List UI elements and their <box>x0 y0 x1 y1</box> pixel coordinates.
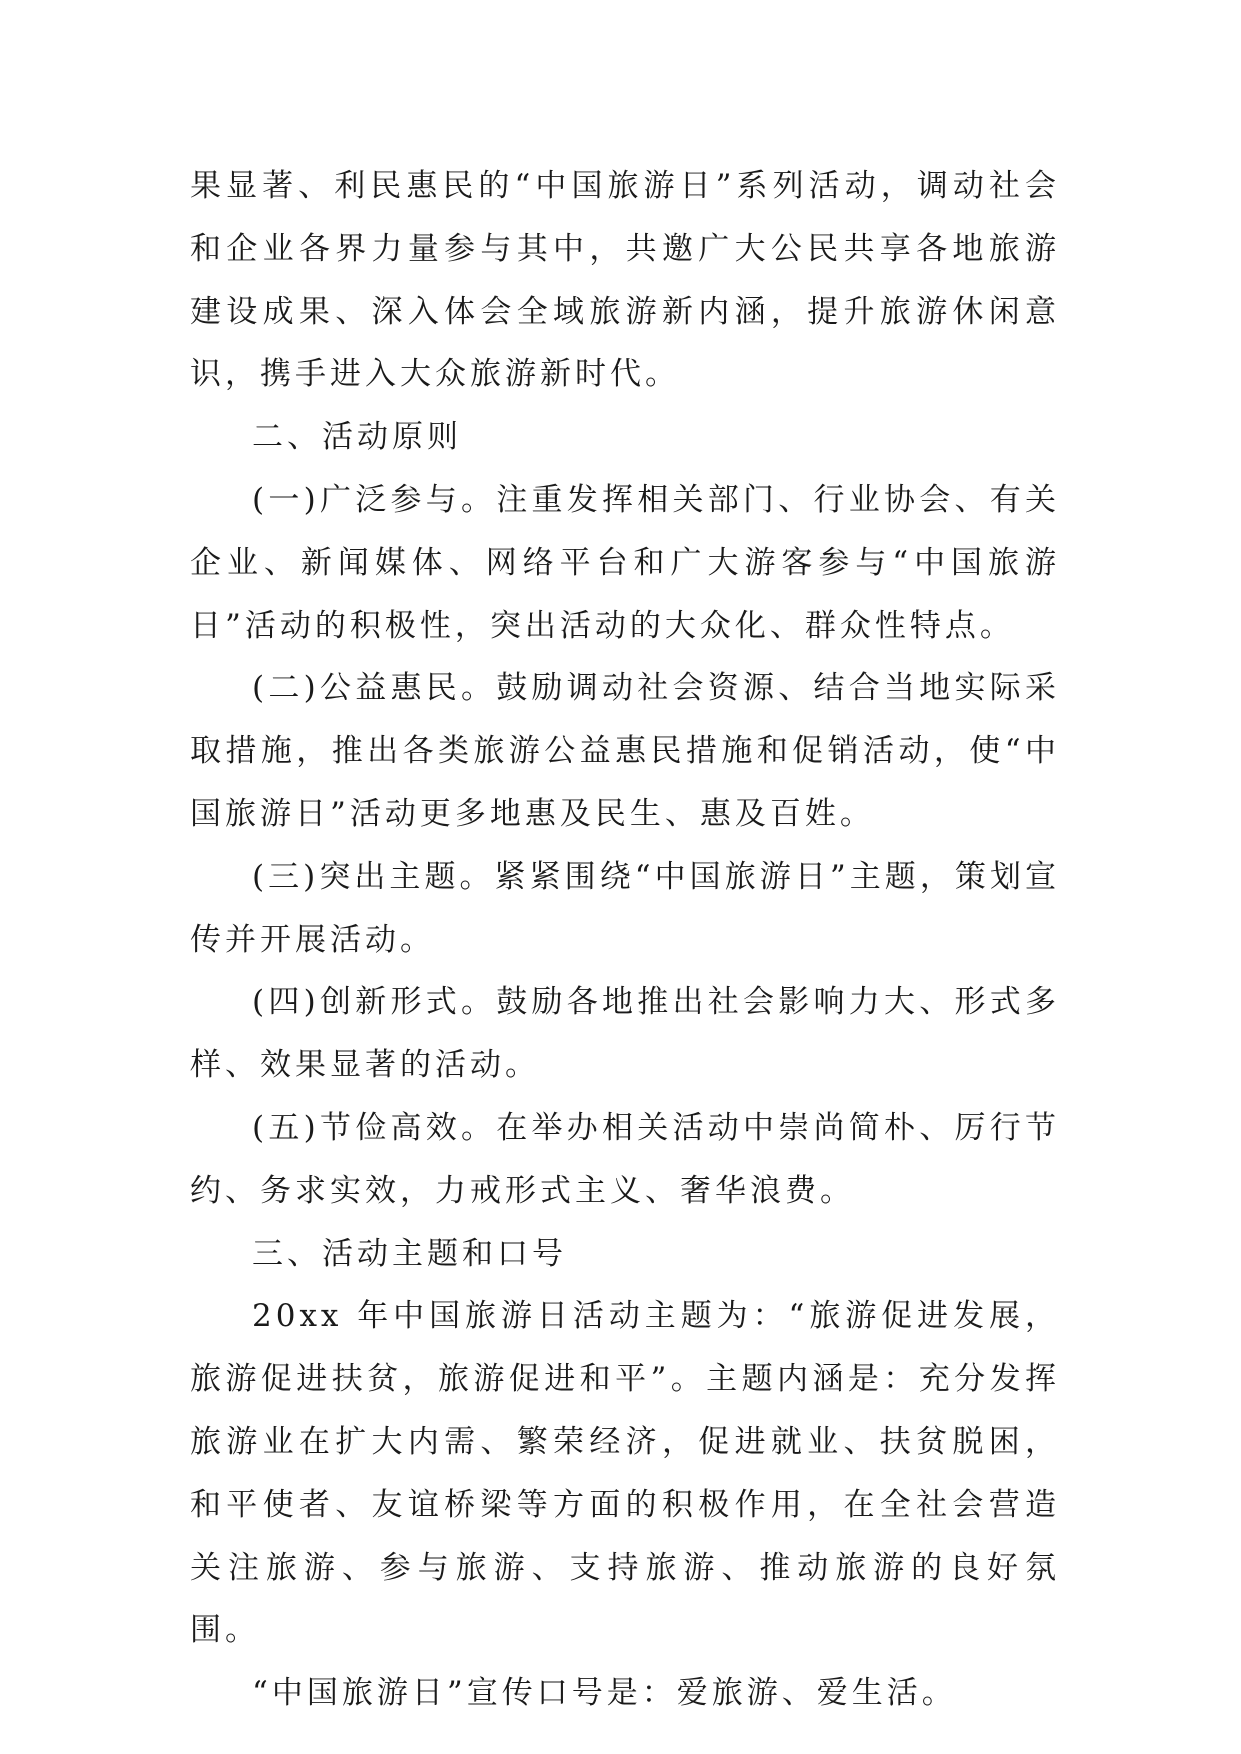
paragraph-principle-5: (五)节俭高效。在举办相关活动中崇尚简朴、厉行节约、务求实效，力戒形式主义、奢华浪费。 <box>190 1109 1060 1209</box>
section-heading-principles: 二、活动原则 <box>252 419 462 456</box>
document-body <box>190 155 1060 1725</box>
paragraph-principle-3: (三)突出主题。紧紧围绕“中国旅游日”主题，策划宣传并开展活动。 <box>190 858 1060 958</box>
paragraph-slogan: “中国旅游日”宣传口号是：爱旅游、爱生活。 <box>252 1675 957 1712</box>
paragraph-principle-1: (一)广泛参与。注重发挥相关部门、行业协会、有关企业、新闻媒体、网络平台和广大游客参与“中国旅游日”活动的积极性，突出活动的大众化、群众性特点。 <box>190 481 1060 644</box>
paragraph-continuation: 果显著、利民惠民的“中国旅游日”系列活动，调动社会和企业各界力量参与其中，共邀广大公民共享各地旅游建设成果、深入体会全域旅游新内涵，提升旅游休闲意识，携手进入大众旅游新时代。 <box>190 168 1060 393</box>
section-heading-theme: 三、活动主题和口号 <box>252 1235 567 1272</box>
paragraph-principle-4: (四)创新形式。鼓励各地推出社会影响力大、形式多样、效果显著的活动。 <box>190 984 1060 1084</box>
paragraph-principle-2: (二)公益惠民。鼓励调动社会资源、结合当地实际采取措施，推出各类旅游公益惠民措施和促销活动，使“中国旅游日”活动更多地惠及民生、惠及百姓。 <box>190 670 1060 832</box>
paragraph-theme: 20xx 年中国旅游日活动主题为：“旅游促进发展，旅游促进扶贫，旅游促进和平”。主题内涵是：充分发挥旅游业在扩大内需、繁荣经济，促进就业、扶贫脱困，和平使者、友谊桥梁等方面的积极作用，在全社会营造关注旅游、参与旅游、支持旅游、推动旅游的良好氛围。 <box>190 1298 1060 1649</box>
